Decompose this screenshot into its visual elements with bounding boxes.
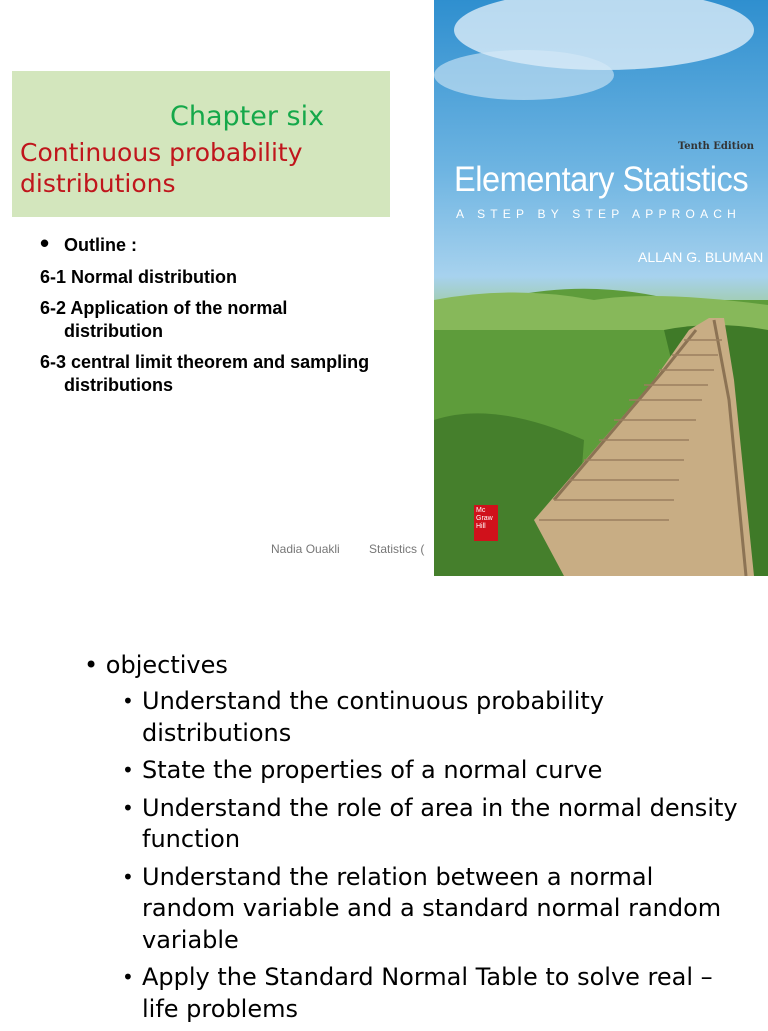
cover-landscape <box>434 0 768 576</box>
book-title: Elementary Statistics <box>454 160 749 199</box>
publisher-logo: Mc Graw Hill <box>474 505 498 541</box>
objective-text: Understand the relation between a normal random variable and a standard normal random variable <box>142 862 722 954</box>
bullet-icon: • <box>40 228 50 258</box>
outline-item: 6-2 Application of the normal distribution <box>40 298 288 341</box>
objectives-list <box>122 686 742 1031</box>
book-cover-image <box>434 0 768 576</box>
objective-text: State the properties of a normal curve <box>142 756 603 784</box>
objective-item <box>122 793 742 856</box>
outline-header-label: Outline : <box>64 235 137 255</box>
outline <box>40 228 370 397</box>
book-subtitle: A STEP BY STEP APPROACH <box>456 207 742 221</box>
outline-item: 6-3 central limit theorem and sampling distributions <box>40 352 370 395</box>
objective-item <box>122 862 742 957</box>
bullet-icon: • <box>122 965 134 989</box>
chapter-title: Chapter six <box>170 101 325 132</box>
bullet-icon: • <box>122 795 134 820</box>
objective-item <box>122 686 742 749</box>
bullet-icon: • <box>84 651 106 679</box>
objective-text: Understand the continuous probability distributions <box>142 687 605 747</box>
objective-item <box>122 755 742 787</box>
bullet-icon: • <box>122 864 134 889</box>
slide-objectives <box>0 576 768 1024</box>
bullet-icon: • <box>122 689 134 713</box>
bullet-icon: • <box>122 758 134 782</box>
title-box <box>12 71 390 217</box>
outline-item: 6-1 Normal distribution <box>40 267 238 287</box>
book-edition: Tenth Edition <box>678 141 755 152</box>
objectives-heading <box>84 650 228 680</box>
objective-item <box>122 962 742 1025</box>
chapter-subtitle: Continuous probability distributions <box>20 138 303 198</box>
footer-course: Statistics ( <box>369 542 425 556</box>
objectives-heading-label: objectives <box>105 651 228 679</box>
objective-text: Apply the Standard Normal Table to solve real – life problems <box>142 963 713 1023</box>
objective-text: Understand the role of area in the normal density function <box>142 793 738 853</box>
book-author: ALLAN G. BLUMAN <box>638 249 764 265</box>
footer-author: Nadia Ouakli <box>271 542 340 556</box>
outline-header <box>40 228 370 258</box>
slide-footer <box>271 542 450 556</box>
